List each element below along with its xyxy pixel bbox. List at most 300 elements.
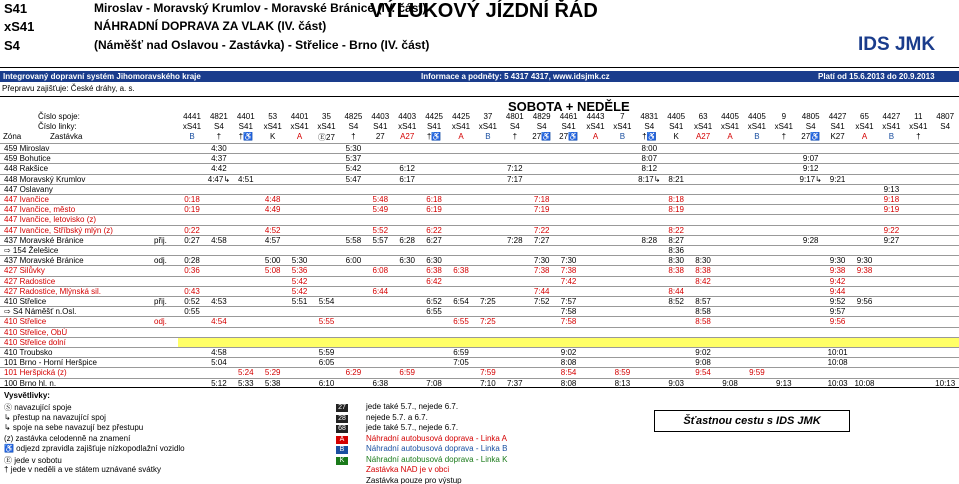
legend-code-item [336, 455, 507, 465]
station-row [4, 164, 178, 173]
time-cell: 5:00 [264, 256, 281, 266]
line-number: S41 [669, 122, 684, 131]
time-cell: 7:57 [560, 297, 577, 306]
time-cell: 7:44 [533, 286, 550, 296]
info-contact: Informace a podněty: 5 4317 4317, www.idsjmk.cz [421, 72, 610, 81]
time-cell: 5:12 [211, 378, 227, 388]
line-number: S41 [373, 122, 388, 131]
station-zone: 448 [4, 164, 20, 174]
time-cell: 4:58 [211, 348, 227, 357]
line-number: xS41 [478, 122, 497, 131]
time-cell: 7:38 [533, 266, 550, 276]
trip-number: 65 [860, 112, 869, 121]
trip-code: B [888, 132, 895, 141]
time-cell: 4:47↳ [207, 174, 231, 184]
station-row [4, 195, 178, 204]
line-number: S4 [644, 122, 655, 131]
time-cell: 6:29 [345, 368, 362, 378]
time-cell: 7:25 [480, 297, 496, 306]
time-cell: 8:54 [560, 368, 577, 378]
time-cell: 6:44 [372, 286, 389, 296]
time-cell: 8:57 [695, 297, 711, 306]
trip-code: † [512, 132, 518, 141]
station-zone: 459 [4, 154, 20, 164]
time-cell: 8:44 [668, 286, 684, 296]
station-zone: 447 [4, 205, 20, 215]
time-cell: 5:24 [238, 368, 254, 378]
time-cell: 5:38 [264, 378, 281, 388]
row-line [0, 296, 959, 297]
station-row [4, 215, 178, 224]
time-cell: 7:22 [533, 225, 550, 235]
line-number: xS41 [855, 122, 874, 131]
trip-code: 27 [375, 132, 385, 141]
time-cell: 5:33 [238, 378, 254, 388]
station-row [4, 175, 178, 184]
line-number: S41 [830, 122, 845, 131]
row-line [0, 214, 959, 215]
trip-number: 4461 [559, 112, 578, 121]
time-cell: 9:03 [668, 378, 684, 388]
time-cell: 8:58 [695, 307, 711, 317]
row-line [0, 306, 959, 307]
station-zone: 427 [4, 286, 20, 296]
time-cell: 9:22 [883, 225, 900, 235]
time-cell: 9:19 [883, 205, 900, 215]
line-number: S4 [940, 122, 951, 131]
line-number: xS41 [720, 122, 740, 131]
trip-code: K27 [830, 132, 845, 141]
time-cell: 7:05 [453, 358, 469, 368]
time-cell: 4:42 [211, 164, 227, 174]
time-cell: 10:13 [935, 378, 956, 388]
time-cell: 8:58 [695, 317, 711, 327]
station-row [4, 246, 178, 255]
trip-code: †♿ [426, 132, 442, 141]
legend-code-text: Náhradní autobusová doprava - Linka A [366, 433, 507, 443]
time-cell: 9:17↳ [799, 174, 822, 184]
time-cell: 6:05 [318, 358, 335, 368]
trip-number: 4443 [586, 112, 605, 121]
station-row [4, 307, 178, 316]
legend-item: Ⓔ jede v sobotu [4, 455, 62, 465]
station-name: Ivančice, letovisko (z) [19, 215, 97, 225]
line-number: xS41 [613, 122, 632, 131]
time-cell: 9:07 [802, 154, 819, 164]
station-name: Radostice, Mlýnská sil. [19, 286, 101, 296]
trip-number: 4441 [183, 112, 201, 121]
page-title: VÝLUKOVÝ JÍZDNÍ ŘÁD [370, 0, 598, 22]
trip-code: † [781, 132, 787, 141]
line-number: S41 [426, 122, 442, 131]
line-number: xS41 [317, 122, 336, 131]
line-number: xS41 [263, 122, 282, 131]
station-zone: 427 [4, 276, 20, 286]
line-number: xS41 [909, 122, 928, 131]
time-cell: 8:08 [560, 358, 577, 368]
time-cell: 5:57 [372, 235, 389, 245]
trip-code: 27♿ [532, 132, 552, 141]
line-number: xS41 [451, 122, 471, 131]
line-number: xS41 [398, 122, 417, 131]
station-name: Bohutice [19, 154, 51, 164]
time-cell: 7:12 [507, 164, 523, 174]
system-name: Integrovaný dopravní systém Jihomoravského kraje [3, 72, 201, 81]
row-line [0, 327, 959, 328]
time-cell: 8:42 [695, 276, 711, 286]
arrival-departure-mark: přij. [154, 297, 167, 306]
row-line [0, 357, 959, 358]
row-line [0, 194, 959, 195]
trip-number: 37 [483, 112, 493, 121]
trip-code: † [216, 132, 222, 141]
station-row [4, 297, 178, 306]
time-cell: 8:18 [668, 195, 684, 204]
station-row [4, 226, 178, 235]
station-name: Střelice dolní [19, 337, 66, 347]
station-zone: 447 [4, 215, 20, 225]
station-name: Střelice [19, 317, 47, 327]
legend-code-text: jede také 5.7., nejede 6.7. [366, 402, 459, 411]
time-cell: 4:54 [211, 317, 227, 327]
time-cell: 8:07 [641, 154, 658, 164]
legend-code-box: 27 [336, 404, 348, 412]
time-cell: 9:30 [829, 256, 846, 266]
time-cell: 5:30 [291, 256, 308, 266]
legend-code-box: 68 [336, 425, 348, 433]
station-zone: 410 [4, 348, 20, 357]
line-number: xS41 [182, 122, 202, 131]
time-cell: 9:13 [776, 378, 792, 388]
time-cell: 7:52 [533, 297, 550, 306]
row-line [0, 337, 959, 338]
station-name: Moravský Krumlov [19, 174, 86, 184]
line-number: S41 [238, 122, 253, 131]
time-cell: 5:08 [264, 266, 281, 276]
time-cell: 5:42 [291, 276, 308, 286]
station-row [4, 287, 178, 296]
row-line [0, 245, 959, 246]
trip-code: B [485, 132, 491, 141]
logo-text: IDS JMK [858, 34, 936, 55]
time-cell: 7:18 [533, 195, 550, 204]
trip-number: 4403 [371, 112, 390, 121]
time-cell: 5:04 [211, 358, 227, 368]
time-cell: 8:38 [668, 266, 684, 276]
time-cell: 5:29 [264, 368, 281, 378]
line-route-2: NÁHRADNÍ DOPRAVA ZA VLAK (IV. část) [94, 19, 327, 33]
station-row [4, 236, 178, 245]
time-cell: 0:18 [184, 195, 200, 204]
legend-item: ♿ odjezd zpravidla zajišťuje nízkopodlažní vozidlo [4, 444, 185, 453]
time-cell: 8:28 [641, 235, 658, 245]
trip-code: A27 [695, 132, 711, 141]
time-cell: 9:28 [802, 235, 819, 245]
station-name: Ivančice, město [19, 205, 76, 215]
station-zone: 448 [4, 174, 20, 184]
trip-code: B [189, 132, 195, 141]
trip-number: 4825 [344, 112, 363, 121]
line-number: xS41 [774, 122, 793, 131]
time-cell: 7:58 [560, 317, 577, 327]
time-cell: 10:01 [827, 348, 848, 357]
station-name: Radostice [19, 276, 56, 286]
time-cell: 4:58 [211, 235, 227, 245]
legend-title: Vysvětlivky: [4, 391, 50, 400]
time-cell: 8:13 [614, 378, 631, 388]
trip-number: 7 [620, 112, 625, 121]
line-code-1: S41 [4, 1, 28, 16]
time-cell: 5:58 [345, 235, 362, 245]
station-zone: 410 [4, 327, 20, 337]
trip-number: 4427 [828, 112, 847, 121]
legend-code-text: jede také 5.7., nejede 6.7. [366, 423, 459, 432]
station-zone: 101 [4, 368, 20, 378]
station-row [4, 185, 178, 194]
time-cell: 8:00 [641, 144, 658, 153]
time-cell: 8:36 [668, 246, 684, 255]
station-name: Heršpická (z) [19, 368, 67, 378]
time-cell: 8:19 [668, 205, 684, 215]
trip-code: †♿ [238, 132, 253, 141]
station-zone: 100 [4, 378, 20, 388]
time-cell: 7:28 [507, 235, 523, 245]
trip-number: 4403 [398, 112, 417, 121]
legend-code-box: 28 [336, 415, 348, 423]
trip-number: 4829 [532, 112, 551, 121]
station-name: Brno - Horní Heršpice [19, 358, 97, 368]
time-cell: 9:02 [695, 348, 711, 357]
time-cell: 4:30 [211, 144, 227, 153]
line-number: xS41 [290, 122, 309, 131]
station-zone: 459 [4, 144, 20, 153]
trip-code: A27 [400, 132, 415, 141]
header [0, 0, 959, 68]
time-cell: 8:59 [614, 368, 631, 378]
legend-code-item [336, 423, 458, 433]
row-line [0, 265, 959, 266]
line-number: xS41 [747, 122, 766, 131]
highlight-row [178, 338, 959, 347]
station-row [4, 338, 178, 347]
row-line [0, 378, 959, 379]
row-line [0, 316, 959, 317]
time-cell: 7:10 [480, 378, 496, 388]
time-cell: 6:54 [453, 297, 469, 306]
time-cell: 9:30 [856, 256, 873, 266]
time-cell: 9:08 [722, 378, 738, 388]
time-cell: 7:17 [507, 174, 523, 184]
line-number: S4 [536, 122, 547, 131]
time-cell: 9:27 [883, 235, 900, 245]
time-cell: 10:08 [854, 378, 875, 388]
time-cell: 6:52 [426, 297, 442, 306]
time-cell: 7:59 [480, 368, 496, 378]
time-cell: 8:52 [668, 297, 684, 306]
station-name: Troubsko [19, 348, 53, 357]
station-row [4, 144, 178, 153]
time-cell: 9:08 [695, 358, 711, 368]
line-number: xS41 [882, 122, 901, 131]
time-cell: 6:38 [453, 266, 469, 276]
trip-number: 53 [268, 112, 278, 121]
time-cell: 8:17↳ [638, 174, 661, 184]
trip-code: 27♿ [559, 132, 579, 141]
time-cell: 5:42 [345, 164, 362, 174]
validity: Platí od 15.6.2013 do 20.9.2013 [818, 72, 935, 81]
time-cell: 0:52 [184, 297, 200, 306]
trip-number: 9 [781, 112, 787, 121]
time-cell: 7:19 [533, 205, 550, 215]
trip-code: A [592, 132, 599, 141]
info-bar [0, 71, 959, 82]
line-number: S4 [213, 122, 224, 131]
legend-code-text: Zastávka NAD je v obci [366, 465, 450, 474]
row-line [0, 184, 959, 185]
row-line [0, 235, 959, 236]
time-cell: 6:55 [426, 307, 442, 317]
legend-code-text: Náhradní autobusová doprava - Linka B [366, 444, 508, 453]
station-row [4, 266, 178, 275]
row-line [0, 163, 959, 164]
time-cell: 4:48 [264, 195, 281, 204]
time-cell: 6:22 [426, 225, 442, 235]
time-cell: 8:08 [560, 378, 577, 388]
time-cell: 9:02 [560, 348, 577, 357]
time-cell: 0:36 [184, 266, 200, 276]
line-number: xS41 [693, 122, 713, 131]
trip-number: 4401 [290, 112, 309, 121]
line-code-3: S4 [4, 38, 20, 53]
station-name: Střelice, ObÚ [19, 327, 68, 337]
station-name: Ivančice, Stříbský mlýn (z) [19, 225, 113, 235]
legend-item: (z) zastávka celodenně na znamení [4, 433, 131, 443]
day-title: SOBOTA + NEDĚLE [508, 99, 630, 114]
trip-code: 27♿ [801, 132, 821, 141]
time-cell: 5:48 [372, 195, 389, 204]
trip-code: Ⓔ27 [318, 133, 335, 142]
trip-code: B [619, 132, 626, 141]
trip-number: 4831 [640, 112, 659, 121]
time-cell: 0:28 [184, 256, 200, 266]
line-number: S4 [805, 122, 816, 131]
time-cell: 9:38 [829, 266, 846, 276]
time-cell: 6:17 [399, 174, 415, 184]
stop-label: Zastávka [50, 132, 83, 141]
time-cell: 8:30 [668, 256, 684, 266]
legend-code-text: Náhradní autobusová doprava - Linka K [366, 454, 508, 464]
station-row [4, 205, 178, 214]
line-code-2: xS41 [4, 19, 35, 34]
time-cell: 6:08 [372, 266, 389, 276]
time-cell: 7:42 [560, 276, 577, 286]
row-line [0, 367, 959, 368]
trip-code: B [754, 132, 760, 141]
zone-label: Zóna [3, 132, 22, 141]
station-name: Moravské Bránice [19, 256, 84, 266]
time-cell: 5:30 [345, 144, 362, 153]
arrival-departure-mark: odj. [154, 317, 167, 327]
line-route-3: (Náměšť nad Oslavou - Zastávka) - Střelice - Brno (IV. část) [94, 38, 430, 52]
station-zone: 447 [4, 195, 20, 204]
time-cell: 7:37 [507, 378, 523, 388]
trip-code: A [296, 132, 303, 141]
time-cell: 8:27 [668, 235, 684, 245]
trip-number: 4425 [452, 112, 470, 121]
time-cell: 9:52 [829, 297, 846, 306]
row-line [0, 153, 959, 154]
station-name: Moravské Bránice [19, 235, 84, 245]
row-line [0, 143, 959, 144]
station-name: Brno hl. n. [19, 378, 57, 388]
time-cell: 6:59 [399, 368, 415, 378]
time-cell: 8:38 [695, 266, 711, 276]
time-cell: 6:30 [426, 256, 442, 266]
time-cell: 5:55 [318, 317, 335, 327]
time-cell: 9:59 [749, 368, 765, 378]
station-row [4, 317, 178, 326]
time-cell: 9:42 [829, 276, 846, 286]
row-line [0, 276, 959, 277]
time-cell: 9:38 [856, 266, 873, 276]
trip-number: 4427 [882, 112, 901, 121]
trip-number: 4405 [747, 112, 766, 121]
arrival-departure-mark: odj. [154, 256, 167, 266]
station-name: Oslavany [19, 184, 53, 194]
station-row [4, 368, 178, 377]
row-line [0, 255, 959, 256]
trip-number: 63 [698, 112, 708, 121]
trip-code: A [861, 132, 868, 141]
time-cell: 9:13 [883, 184, 900, 194]
carrier: Přepravu zajišťuje: České dráhy, a. s. [2, 84, 135, 93]
station-row [4, 379, 178, 388]
station-row [4, 256, 178, 265]
time-cell: 8:12 [641, 164, 658, 174]
row-line [0, 204, 959, 205]
time-cell: 6:30 [399, 256, 415, 266]
station-zone: 427 [4, 266, 20, 276]
time-cell: 7:27 [533, 235, 550, 245]
trip-number: 4801 [505, 112, 524, 121]
time-cell: 7:30 [560, 256, 577, 266]
time-cell: 9:44 [829, 286, 846, 296]
station-row [4, 277, 178, 286]
legend-code-text: nejede 5.7. a 6.7. [366, 412, 428, 422]
time-cell: 5:37 [345, 154, 362, 164]
trip-code: †♿ [642, 132, 657, 141]
time-cell: 7:25 [480, 317, 496, 327]
station-row [4, 154, 178, 163]
time-cell: 6:12 [399, 164, 415, 174]
time-cell: 0:22 [184, 225, 200, 235]
trip-number: 4821 [209, 112, 228, 121]
station-name: ⇨ S4 Náměšť n.Osl. [4, 307, 77, 317]
line-number: S4 [509, 122, 520, 131]
time-cell: 9:21 [829, 174, 846, 184]
arrival-departure-mark: přij. [154, 235, 167, 245]
row-line [0, 347, 959, 348]
legend-code-item [336, 434, 507, 444]
line-number: S41 [561, 122, 576, 131]
time-cell: 6:27 [426, 235, 442, 245]
ids-jmk-logo [856, 30, 956, 56]
time-cell: 8:21 [668, 174, 684, 184]
time-cell: 4:51 [238, 174, 254, 184]
station-name: Silůvky [19, 266, 45, 276]
line-number: xS41 [586, 122, 605, 131]
time-cell: 9:54 [695, 368, 711, 378]
